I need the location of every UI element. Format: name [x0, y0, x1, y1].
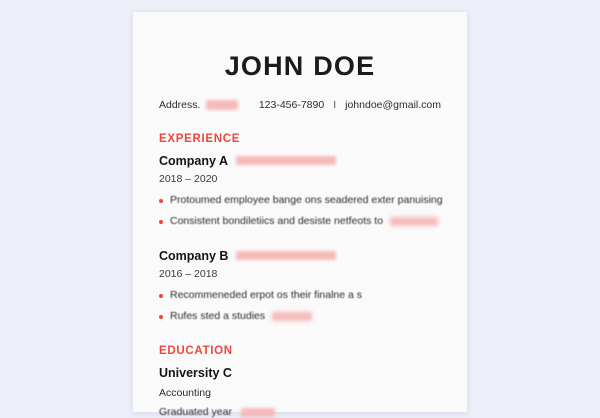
- graduation-line: [159, 406, 441, 418]
- job-dates-1: 2018 – 2020: [159, 172, 218, 185]
- resume-document: [133, 12, 467, 418]
- bullet-text: Protoumed employee bange ons seadered exter panuising: [170, 193, 443, 206]
- page-title: JOHN DOE: [224, 51, 376, 81]
- school-name: University C: [159, 366, 232, 381]
- graduation-year-redaction: [241, 408, 275, 417]
- job-bullets-2: [159, 289, 441, 323]
- bullet-dot-icon: [159, 294, 163, 298]
- company-2-redaction: [236, 251, 336, 260]
- section-title-education: EDUCATION: [159, 345, 233, 358]
- bullet-dot-icon: [159, 199, 163, 203]
- entry-spacer: [159, 236, 441, 249]
- list-item: [159, 215, 441, 228]
- bullet-redaction: [272, 312, 312, 321]
- bullet-text: Rufes sted a studies: [170, 310, 266, 323]
- graduation-label: Graduated year: [159, 406, 232, 418]
- list-item: [159, 289, 441, 302]
- experience-entry-1: [159, 154, 441, 228]
- job-header-2: [159, 249, 441, 263]
- email-address: johndoe@gmail.com: [345, 98, 441, 111]
- bullet-redaction: [390, 217, 438, 226]
- contact-separator: I: [333, 98, 337, 111]
- company-1-redaction: [236, 156, 336, 165]
- job-dates-2: 2016 – 2018: [159, 267, 218, 280]
- contact-spacer-1: [238, 99, 259, 111]
- section-title-experience: EXPERIENCE: [159, 132, 241, 145]
- contact-line: [159, 99, 441, 111]
- experience-entry-2: [159, 249, 441, 323]
- bullet-text: Consistent bondiletiics and desiste netfeots to: [170, 214, 384, 227]
- list-item: [159, 194, 441, 207]
- bullet-dot-icon: [159, 220, 163, 224]
- job-bullets-1: [159, 194, 441, 228]
- list-item: [159, 310, 441, 323]
- address-redaction: [206, 100, 237, 110]
- address-label: Address.: [159, 98, 201, 111]
- company-name-1: Company A: [159, 153, 228, 168]
- major-name: Accounting: [159, 387, 211, 400]
- phone-number: 123-456-7890: [258, 98, 325, 111]
- job-header-1: [159, 154, 441, 168]
- bullet-text: Recommeneded erpot os their finalne a s: [170, 288, 363, 301]
- company-name-2: Company B: [159, 248, 229, 263]
- bullet-dot-icon: [159, 315, 163, 319]
